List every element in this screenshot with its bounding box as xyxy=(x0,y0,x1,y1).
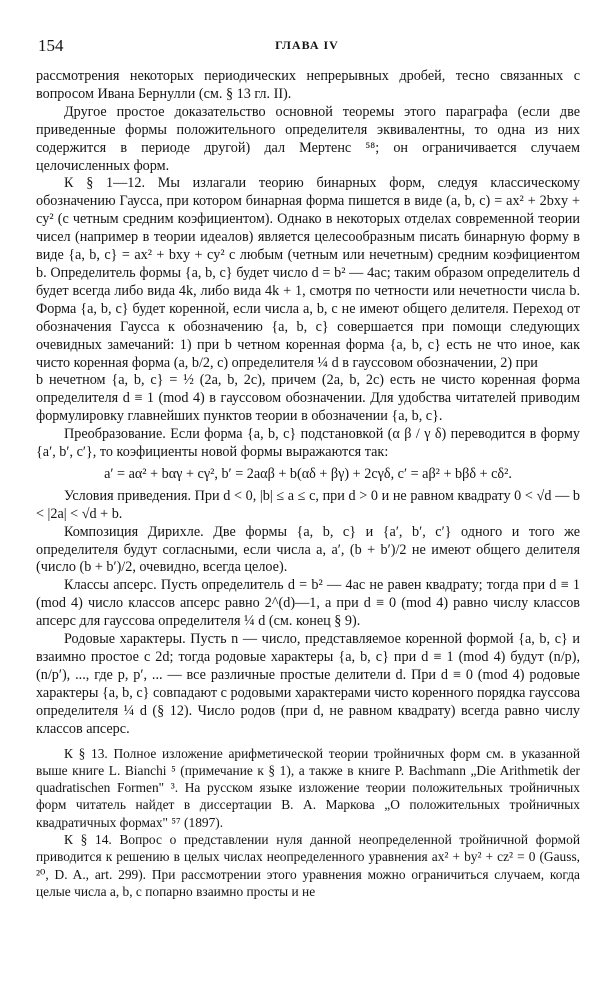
paragraph-transformation: Преобразование. Если форма {a, b, c} подстановкой (α β / γ δ) переводится в форму {a′, b′, c′}, то коэфициенты новой формы выражаются так: xyxy=(36,426,580,461)
page-number: 154 xyxy=(38,36,64,55)
paragraph-b-odd: b нечетном {a, b, c} = ½ (2a, b, 2c), причем (2a, b, 2c) есть не чисто коренная форма определителя d ≡ 1 (mod 4) в гауссовом обозначении. Для удобства читателей приводим формулировку главнейших пунктов теории в обозначении {a, b, c}. xyxy=(36,372,580,425)
paragraph-reduction: Условия приведения. При d < 0, |b| ≤ a ≤ c, при d > 0 и не равном квадрату 0 < √d — b < |2a| < √d + b. xyxy=(36,487,580,522)
paragraph-note-14: К § 14. Вопрос о представлении нуля данной неопределенной тройничной формой приводится к решению в целых числах неопределенного уравнения ax² + by² + cz² = 0 (Gauss, ²⁰, D. A., art. 299). При рассмотрении этого уравнения можно ограничиться случаем, когда целые числа a, b, c попарно взаимно просты и не xyxy=(36,832,580,899)
paragraph-ancestral-classes: Классы апсерс. Пусть определитель d = b² — 4ac не равен квадрату; тогда при d ≡ 1 (mod 4) число классов апсерс равно 2^(d)—1, а при d ≡ 0 (mod 4) равно числу классов апсерс для гауссова определителя ¼ d (см. конец § 9). xyxy=(36,577,580,630)
paragraph-composition: Композиция Дирихле. Две формы {a, b, c} и {a′, b′, c′} одного и того же определителя будут согласными, если числа a, a′, (b + b′)/2 не имеют общего делителя (число (b + b′)/2, очевидно, всегда целое). xyxy=(36,523,580,576)
paragraph-note-13: К § 13. Полное изложение арифметической теории тройничных форм см. в указанной выше книге L. Bianchi ⁵ (примечание к § 1), а также в книге P. Bachmann „Die Arithmetik der quadratischen Formen" ³. На русском языке изложение теории положительных тройничных форм читатель найдет в диссертации В. А. Маркова „О положительных тройничных квадратичных формах" ⁵⁷ (1897). xyxy=(36,745,580,830)
paragraph-genus-characters: Родовые характеры. Пусть n — число, представляемое коренной формой {a, b, c} и взаимно простое с 2d; тогда родовые характеры {a, b, c} при d ≡ 1 (mod 4) будут (n/p), (n/p′), ..., где p, p′, ... — все различные простые делители d. При d ≡ 0 (mod 4) родовые характеры {a, b, c} совпадают с родовыми характерами чисто коренного порядка гауссова определителя ¼ d (§ 12). Число родов (при d, не равном квадрату) всегда равно числу классов апсерс. xyxy=(36,631,581,737)
page-header xyxy=(34,36,580,58)
paragraph-continuation: рассмотрения некоторых периодических непрерывных дробей, тесно связанных с вопросом Ивана Бернулли (см. § 13 гл. II). xyxy=(36,68,580,102)
page-body xyxy=(36,68,580,900)
paragraph-note-1-12: К § 1—12. Мы излагали теорию бинарных форм, следуя классическому обозначению Гаусса, при котором бинарная форма пишется в виде (a, b, c) = ax² + 2bxy + cy² (с четным средним коэфициентом). Однако в некоторых отделах современной теории чисел (например в теории идеалов) является целесообразным писать бинарную форму в виде {a, b, c} = ax² + bxy + cy² с любым (четным или нечетным) средним коэфициентом b. Определитель формы {a, b, c} будет число d = b² — 4ac; таким образом определитель d будет всегда либо вида 4k, либо вида 4k + 1, смотря по четности или нечетности числа b. Форма {a, b, c} будет коренной, если числа a, b, c не имеют общего делителя. Переход от обозначения Гаусса к обозначению {a, b, c} совершается при помощи следующих очевидных замечаний: 1) при b четном коренная форма {a, b, c} есть не что иное, как чисто коренная форма (a, b/2, c) определителя ¼ d в гауссовом обозначении, 2) при xyxy=(36,175,580,371)
paragraph-mertens: Другое простое доказательство основной теоремы этого параграфа (если две приведенные формы положительного определителя эквивалентны, то одна из них содержится в периоде другой) дал Мертенс ⁵⁸; он ограничивается случаем целочисленных форм. xyxy=(36,103,580,174)
formula-transformation: a′ = aα² + bαγ + cγ², b′ = 2aαβ + b(αδ + βγ) + 2cγδ, c′ = aβ² + bβδ + cδ². xyxy=(104,465,512,482)
running-head: ГЛАВА IV xyxy=(275,38,339,52)
